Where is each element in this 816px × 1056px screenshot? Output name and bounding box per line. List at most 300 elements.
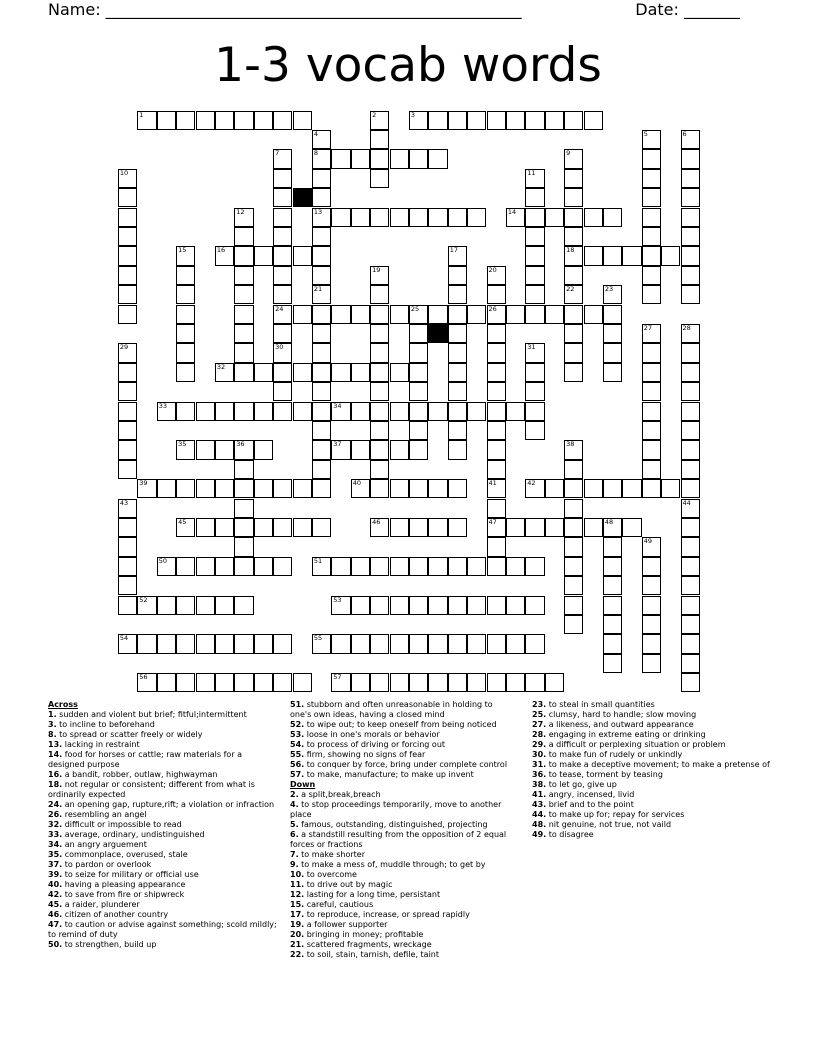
grid-cell[interactable] [118,188,137,207]
grid-cell[interactable] [525,208,544,227]
grid-cell[interactable] [176,596,195,615]
grid-cell[interactable] [525,169,544,188]
grid-cell[interactable] [118,266,137,285]
grid-cell[interactable] [525,673,544,692]
grid-cell[interactable] [176,557,195,576]
grid-cell[interactable] [467,557,486,576]
grid-cell[interactable] [118,402,137,421]
grid-cell[interactable] [312,382,331,401]
grid-cell[interactable] [487,479,506,498]
grid-cell[interactable] [409,305,428,324]
grid-cell[interactable] [448,324,467,343]
grid-cell[interactable] [254,518,273,537]
grid-cell[interactable] [642,596,661,615]
grid-cell[interactable] [254,111,273,130]
grid-cell[interactable] [118,557,137,576]
grid-cell[interactable] [273,402,292,421]
grid-cell[interactable] [351,673,370,692]
grid-cell[interactable] [390,208,409,227]
grid-cell[interactable] [642,343,661,362]
grid-cell[interactable] [409,518,428,537]
grid-cell[interactable] [409,208,428,227]
grid-cell[interactable] [254,557,273,576]
grid-cell[interactable] [273,246,292,265]
grid-cell[interactable] [157,402,176,421]
grid-cell[interactable] [215,363,234,382]
grid-cell[interactable] [254,673,273,692]
grid-cell[interactable] [642,634,661,653]
grid-cell[interactable] [525,285,544,304]
grid-cell[interactable] [312,440,331,459]
grid-cell[interactable] [118,246,137,265]
grid-cell[interactable] [642,557,661,576]
grid-cell[interactable] [603,324,622,343]
grid-cell[interactable] [351,305,370,324]
grid-cell[interactable] [370,460,389,479]
grid-cell[interactable] [370,402,389,421]
grid-cell[interactable] [448,596,467,615]
grid-cell[interactable] [370,596,389,615]
grid-cell[interactable] [273,169,292,188]
grid-cell[interactable] [448,479,467,498]
grid-cell[interactable] [448,305,467,324]
grid-cell[interactable] [312,246,331,265]
grid-cell[interactable] [370,634,389,653]
grid-cell[interactable] [506,673,525,692]
grid-cell[interactable] [603,557,622,576]
grid-cell[interactable] [176,673,195,692]
grid-cell[interactable] [215,518,234,537]
grid-cell[interactable] [370,111,389,130]
grid-cell[interactable] [176,479,195,498]
grid-cell[interactable] [118,421,137,440]
grid-cell[interactable] [234,111,253,130]
grid-cell[interactable] [448,285,467,304]
grid-cell[interactable] [681,654,700,673]
grid-cell[interactable] [234,557,253,576]
grid-cell[interactable] [642,149,661,168]
grid-cell[interactable] [681,576,700,595]
grid-cell[interactable] [487,285,506,304]
grid-cell[interactable] [545,305,564,324]
grid-cell[interactable] [622,518,641,537]
grid-cell[interactable] [409,421,428,440]
grid-cell[interactable] [390,363,409,382]
grid-cell[interactable] [215,479,234,498]
grid-cell[interactable] [506,634,525,653]
grid-cell[interactable] [273,343,292,362]
grid-cell[interactable] [215,440,234,459]
grid-cell[interactable] [564,324,583,343]
grid-cell[interactable] [312,324,331,343]
grid-cell[interactable] [448,343,467,362]
grid-cell[interactable] [409,557,428,576]
grid-cell[interactable] [681,266,700,285]
grid-cell[interactable] [118,634,137,653]
grid-cell[interactable] [681,343,700,362]
grid-cell[interactable] [118,460,137,479]
grid-cell[interactable] [370,557,389,576]
grid-cell[interactable] [370,518,389,537]
grid-cell[interactable] [525,343,544,362]
grid-cell[interactable] [196,479,215,498]
grid-cell[interactable] [312,227,331,246]
grid-cell[interactable] [370,479,389,498]
grid-cell[interactable] [448,111,467,130]
grid-cell[interactable] [390,634,409,653]
grid-cell[interactable] [370,266,389,285]
grid-cell[interactable] [351,596,370,615]
grid-cell[interactable] [545,518,564,537]
grid-cell[interactable] [137,111,156,130]
grid-cell[interactable] [312,363,331,382]
grid-cell[interactable] [487,596,506,615]
grid-cell[interactable] [234,246,253,265]
grid-cell[interactable] [487,363,506,382]
grid-cell[interactable] [370,149,389,168]
grid-cell[interactable] [564,246,583,265]
grid-cell[interactable] [254,402,273,421]
grid-cell[interactable] [390,518,409,537]
grid-cell[interactable] [273,634,292,653]
grid-cell[interactable] [642,654,661,673]
grid-cell[interactable] [118,537,137,556]
grid-cell[interactable] [428,305,447,324]
grid-cell[interactable] [234,596,253,615]
grid-cell[interactable] [661,246,680,265]
grid-cell[interactable] [487,305,506,324]
grid-cell[interactable] [506,111,525,130]
grid-cell[interactable] [390,305,409,324]
grid-cell[interactable] [545,479,564,498]
grid-cell[interactable] [370,169,389,188]
grid-cell[interactable] [487,537,506,556]
grid-cell[interactable] [564,363,583,382]
grid-cell[interactable] [525,518,544,537]
grid-cell[interactable] [506,518,525,537]
grid-cell[interactable] [118,363,137,382]
grid-cell[interactable] [681,537,700,556]
grid-cell[interactable] [312,421,331,440]
grid-cell[interactable] [487,382,506,401]
grid-cell[interactable] [525,246,544,265]
grid-cell[interactable] [545,111,564,130]
grid-cell[interactable] [681,227,700,246]
grid-cell[interactable] [681,596,700,615]
grid-cell[interactable] [448,382,467,401]
grid-cell[interactable] [584,208,603,227]
grid-cell[interactable] [331,305,350,324]
grid-cell[interactable] [409,634,428,653]
grid-cell[interactable] [642,266,661,285]
grid-cell[interactable] [370,343,389,362]
grid-cell[interactable] [390,440,409,459]
grid-cell[interactable] [681,382,700,401]
grid-cell[interactable] [234,363,253,382]
grid-cell[interactable] [622,246,641,265]
grid-cell[interactable] [681,246,700,265]
grid-cell[interactable] [603,285,622,304]
grid-cell[interactable] [487,673,506,692]
grid-cell[interactable] [118,518,137,537]
grid-cell[interactable] [254,479,273,498]
grid-cell[interactable] [273,208,292,227]
grid-cell[interactable] [196,634,215,653]
grid-cell[interactable] [525,305,544,324]
grid-cell[interactable] [312,518,331,537]
grid-cell[interactable] [234,266,253,285]
grid-cell[interactable] [390,557,409,576]
grid-cell[interactable] [428,402,447,421]
grid-cell[interactable] [525,557,544,576]
grid-cell[interactable] [642,440,661,459]
grid-cell[interactable] [467,111,486,130]
grid-cell[interactable] [370,285,389,304]
grid-cell[interactable] [312,460,331,479]
grid-cell[interactable] [564,596,583,615]
grid-cell[interactable] [409,596,428,615]
grid-cell[interactable] [428,479,447,498]
grid-cell[interactable] [273,111,292,130]
grid-cell[interactable] [506,208,525,227]
grid-cell[interactable] [448,208,467,227]
grid-cell[interactable] [234,227,253,246]
grid-cell[interactable] [642,402,661,421]
grid-cell[interactable] [273,149,292,168]
grid-cell[interactable] [234,324,253,343]
grid-cell[interactable] [331,557,350,576]
grid-cell[interactable] [331,634,350,653]
grid-cell[interactable] [525,596,544,615]
grid-cell[interactable] [409,402,428,421]
grid-cell[interactable] [428,111,447,130]
grid-cell[interactable] [448,266,467,285]
grid-cell[interactable] [215,402,234,421]
grid-cell[interactable] [351,557,370,576]
grid-cell[interactable] [525,382,544,401]
grid-cell[interactable] [545,208,564,227]
grid-cell[interactable] [428,634,447,653]
grid-cell[interactable] [681,634,700,653]
grid-cell[interactable] [642,537,661,556]
grid-cell[interactable] [234,479,253,498]
grid-cell[interactable] [254,246,273,265]
grid-cell[interactable] [351,479,370,498]
grid-cell[interactable] [642,246,661,265]
grid-cell[interactable] [545,673,564,692]
grid-cell[interactable] [409,149,428,168]
grid-cell[interactable] [312,557,331,576]
grid-cell[interactable] [137,596,156,615]
grid-cell[interactable] [467,305,486,324]
grid-cell[interactable] [564,479,583,498]
grid-cell[interactable] [564,537,583,556]
grid-cell[interactable] [196,596,215,615]
grid-cell[interactable] [487,324,506,343]
grid-cell[interactable] [603,615,622,634]
grid-cell[interactable] [137,634,156,653]
grid-cell[interactable] [467,402,486,421]
grid-cell[interactable] [390,673,409,692]
grid-cell[interactable] [603,576,622,595]
grid-cell[interactable] [293,402,312,421]
grid-cell[interactable] [351,634,370,653]
grid-cell[interactable] [467,596,486,615]
grid-cell[interactable] [370,324,389,343]
grid-cell[interactable] [312,149,331,168]
grid-cell[interactable] [681,208,700,227]
grid-cell[interactable] [642,479,661,498]
grid-cell[interactable] [564,188,583,207]
grid-cell[interactable] [312,188,331,207]
grid-cell[interactable] [506,305,525,324]
grid-cell[interactable] [642,169,661,188]
grid-cell[interactable] [525,363,544,382]
grid-cell[interactable] [681,479,700,498]
grid-cell[interactable] [603,305,622,324]
grid-cell[interactable] [681,149,700,168]
grid-cell[interactable] [603,246,622,265]
grid-cell[interactable] [642,382,661,401]
grid-cell[interactable] [293,363,312,382]
grid-cell[interactable] [564,227,583,246]
grid-cell[interactable] [254,440,273,459]
grid-cell[interactable] [273,285,292,304]
grid-cell[interactable] [176,111,195,130]
grid-cell[interactable] [331,208,350,227]
grid-cell[interactable] [642,188,661,207]
grid-cell[interactable] [273,266,292,285]
grid-cell[interactable] [118,382,137,401]
grid-cell[interactable] [234,208,253,227]
grid-cell[interactable] [564,440,583,459]
grid-cell[interactable] [428,596,447,615]
grid-cell[interactable] [448,246,467,265]
grid-cell[interactable] [487,440,506,459]
grid-cell[interactable] [564,208,583,227]
grid-cell[interactable] [428,557,447,576]
grid-cell[interactable] [487,111,506,130]
grid-cell[interactable] [603,537,622,556]
grid-cell[interactable] [176,402,195,421]
grid-cell[interactable] [254,363,273,382]
grid-cell[interactable] [681,363,700,382]
grid-cell[interactable] [118,576,137,595]
grid-cell[interactable] [137,673,156,692]
grid-cell[interactable] [234,285,253,304]
grid-cell[interactable] [234,499,253,518]
grid-cell[interactable] [467,673,486,692]
grid-cell[interactable] [390,596,409,615]
grid-cell[interactable] [370,305,389,324]
grid-cell[interactable] [370,208,389,227]
grid-cell[interactable] [506,402,525,421]
grid-cell[interactable] [234,518,253,537]
grid-cell[interactable] [157,673,176,692]
grid-cell[interactable] [603,654,622,673]
grid-cell[interactable] [196,557,215,576]
grid-cell[interactable] [428,208,447,227]
grid-cell[interactable] [681,460,700,479]
grid-cell[interactable] [564,557,583,576]
grid-cell[interactable] [234,343,253,362]
grid-cell[interactable] [196,402,215,421]
grid-cell[interactable] [428,518,447,537]
grid-cell[interactable] [467,634,486,653]
grid-cell[interactable] [525,634,544,653]
grid-cell[interactable] [409,111,428,130]
grid-cell[interactable] [215,111,234,130]
grid-cell[interactable] [370,382,389,401]
grid-cell[interactable] [603,518,622,537]
grid-cell[interactable] [370,673,389,692]
grid-cell[interactable] [157,596,176,615]
grid-cell[interactable] [215,596,234,615]
grid-cell[interactable] [331,363,350,382]
grid-cell[interactable] [293,246,312,265]
grid-cell[interactable] [564,518,583,537]
grid-cell[interactable] [681,518,700,537]
grid-cell[interactable] [564,266,583,285]
grid-cell[interactable] [312,169,331,188]
grid-cell[interactable] [487,557,506,576]
grid-cell[interactable] [176,285,195,304]
grid-cell[interactable] [118,343,137,362]
grid-cell[interactable] [351,402,370,421]
grid-cell[interactable] [331,440,350,459]
grid-cell[interactable] [487,266,506,285]
grid-cell[interactable] [293,673,312,692]
grid-cell[interactable] [642,285,661,304]
grid-cell[interactable] [312,479,331,498]
grid-cell[interactable] [273,382,292,401]
grid-cell[interactable] [215,673,234,692]
grid-cell[interactable] [409,382,428,401]
grid-cell[interactable] [681,440,700,459]
grid-cell[interactable] [564,111,583,130]
grid-cell[interactable] [331,673,350,692]
grid-cell[interactable] [312,343,331,362]
grid-cell[interactable] [681,615,700,634]
grid-cell[interactable] [351,363,370,382]
grid-cell[interactable] [312,208,331,227]
grid-cell[interactable] [603,596,622,615]
grid-cell[interactable] [681,188,700,207]
grid-cell[interactable] [331,596,350,615]
grid-cell[interactable] [176,634,195,653]
grid-cell[interactable] [176,518,195,537]
grid-cell[interactable] [176,305,195,324]
grid-cell[interactable] [681,557,700,576]
grid-cell[interactable] [293,479,312,498]
grid-cell[interactable] [234,305,253,324]
grid-cell[interactable] [331,402,350,421]
grid-cell[interactable] [273,363,292,382]
grid-cell[interactable] [642,324,661,343]
grid-cell[interactable] [564,305,583,324]
grid-cell[interactable] [681,402,700,421]
grid-cell[interactable] [157,479,176,498]
grid-cell[interactable] [642,227,661,246]
grid-cell[interactable] [234,634,253,653]
grid-cell[interactable] [273,324,292,343]
grid-cell[interactable] [584,518,603,537]
grid-cell[interactable] [603,208,622,227]
grid-cell[interactable] [564,615,583,634]
grid-cell[interactable] [584,479,603,498]
grid-cell[interactable] [584,305,603,324]
grid-cell[interactable] [312,402,331,421]
